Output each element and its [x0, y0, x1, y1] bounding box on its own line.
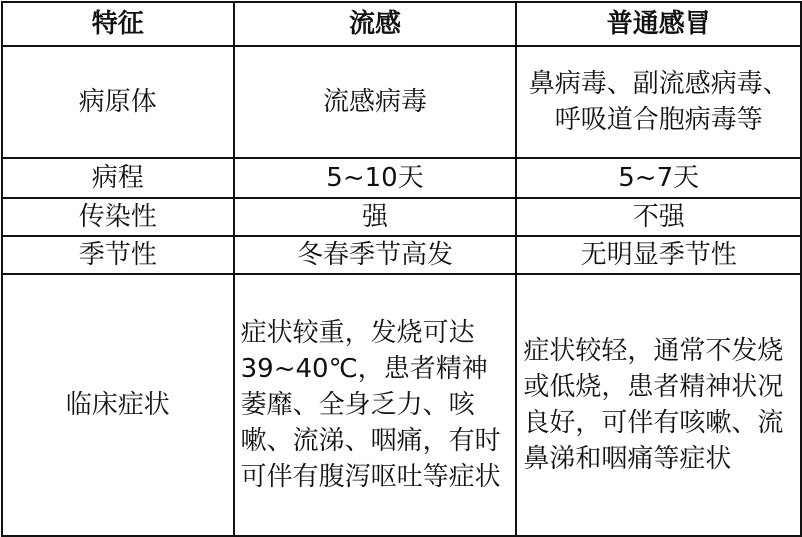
header-common-cold: 普通感冒: [516, 2, 801, 46]
row-symptoms-flu: 症状较重，发烧可达39~40℃，患者精神萎靡、全身乏力、咳嗽、流涕、咽痛，有时可伴有腹泻呕吐等症状: [234, 274, 517, 536]
row-pathogen-flu: 流感病毒: [234, 46, 517, 158]
row-duration-flu: 5~10天: [234, 158, 517, 198]
header-flu: 流感: [234, 2, 517, 46]
row-contagious-cold: 不强: [516, 198, 801, 236]
row-symptoms-feature: 临床症状: [2, 274, 234, 536]
table-row: [2, 46, 801, 158]
row-symptoms-cold: 症状较轻，通常不发烧或低烧，患者精神状况良好，可伴有咳嗽、流鼻涕和咽痛等症状: [516, 274, 801, 536]
table-row: [2, 158, 801, 198]
row-duration-feature: 病程: [2, 158, 234, 198]
comparison-table: [1, 1, 802, 537]
row-duration-cold: 5~7天: [516, 158, 801, 198]
row-pathogen-feature: 病原体: [2, 46, 234, 158]
row-seasonality-feature: 季节性: [2, 236, 234, 274]
table-row: [2, 198, 801, 236]
table-row: [2, 236, 801, 274]
row-contagious-feature: 传染性: [2, 198, 234, 236]
header-feature: 特征: [2, 2, 234, 46]
row-seasonality-cold: 无明显季节性: [516, 236, 801, 274]
row-contagious-flu: 强: [234, 198, 517, 236]
header-row: [2, 2, 801, 46]
table-row: [2, 274, 801, 536]
row-seasonality-flu: 冬春季节高发: [234, 236, 517, 274]
row-pathogen-cold: 鼻病毒、副流感病毒、呼吸道合胞病毒等: [516, 46, 801, 158]
